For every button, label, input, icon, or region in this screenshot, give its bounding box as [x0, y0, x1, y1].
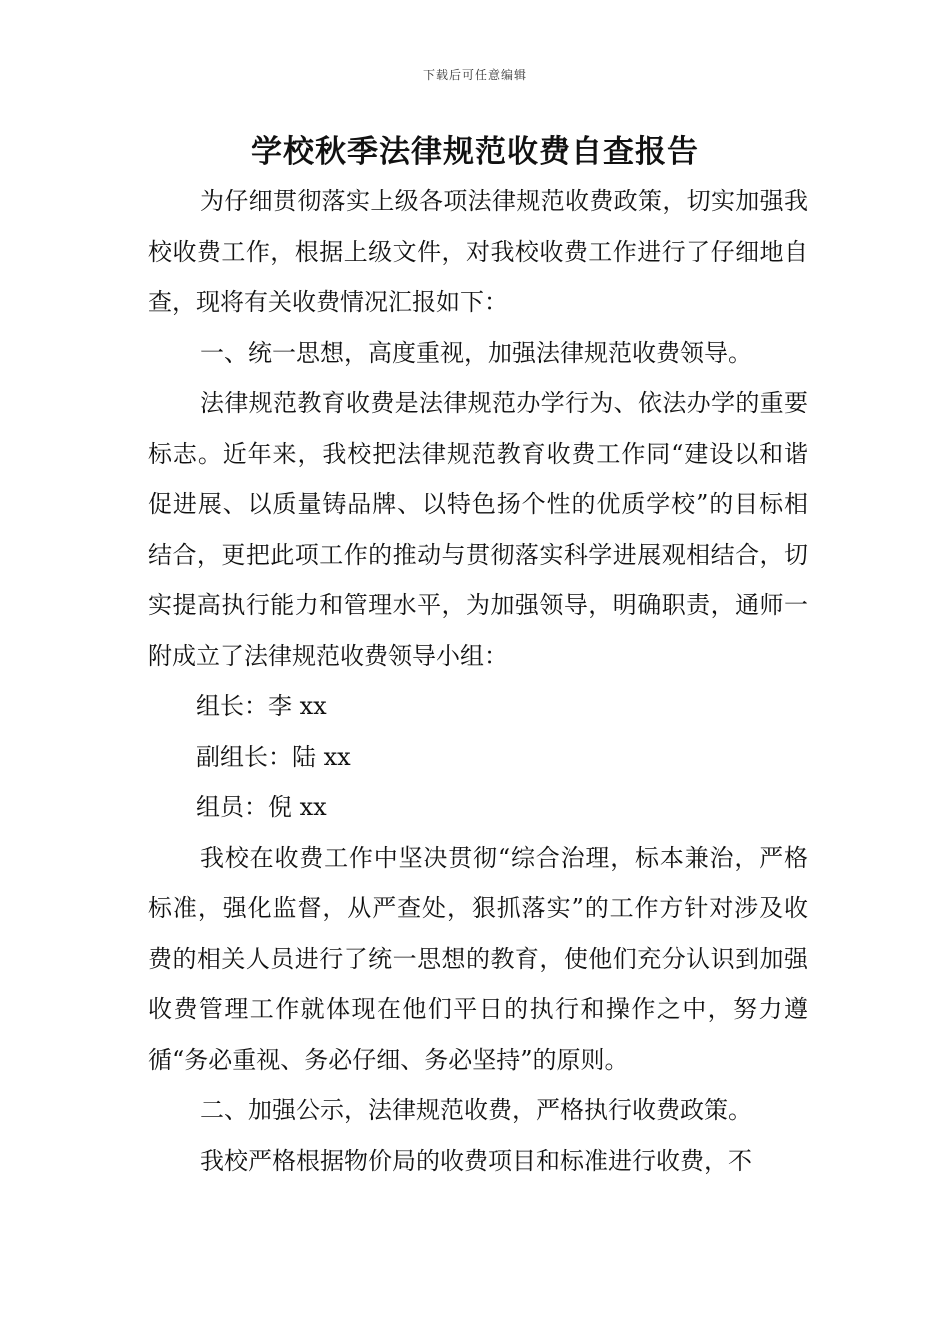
section-heading-2: 二、加强公示，法律规范收费，严格执行收费政策。: [200, 1096, 752, 1124]
paragraph-policy: 我校在收费工作中坚决贯彻“综合治理，标本兼治，严格标准，强化监督，从严查处，狠抓落实”的工作方针对涉及收费的相关人员进行了统一思想的教育，使他们充分认识到加强收费管理工作就体现在他们平日的执行和操作之中，努力遵循“务必重视、务必仔细、务必坚持”的原则。: [148, 843, 808, 1074]
group-deputy-leader: 副组长：陆 xx: [196, 742, 351, 771]
header-note: 下载后可任意编辑: [422, 68, 527, 82]
paragraph-intro: 为仔细贯彻落实上级各项法律规范收费政策，切实加强我校收费工作，根据上级文件，对我校收费工作进行了仔细地自查，现将有关收费情况汇报如下：: [148, 187, 808, 316]
paragraph-section-2: 我校严格根据物价局的收费项目和标准进行收费，不: [200, 1146, 752, 1175]
section-heading-1: 一、统一思想，高度重视，加强法律规范收费领导。: [200, 338, 752, 367]
document-title: 学校秋季法律规范收费自查报告: [251, 134, 699, 170]
paragraph-section-1: 法律规范教育收费是法律规范办学行为、依法办学的重要标志。近年来，我校把法律规范教育收费工作同“建设以和谐促进展、以质量铸品牌、以特色扬个性的优质学校”的目标相结合，更把此项工作的推动与贯彻落实科学进展观相结合，切实提高执行能力和管理水平，为加强领导，明确职责，通师一附成立了法律规范收费领导小组：: [148, 389, 808, 670]
document-body: [148, 176, 808, 1186]
group-member: 组员：倪 xx: [196, 793, 327, 821]
group-leader: 组长：李 xx: [196, 692, 327, 720]
